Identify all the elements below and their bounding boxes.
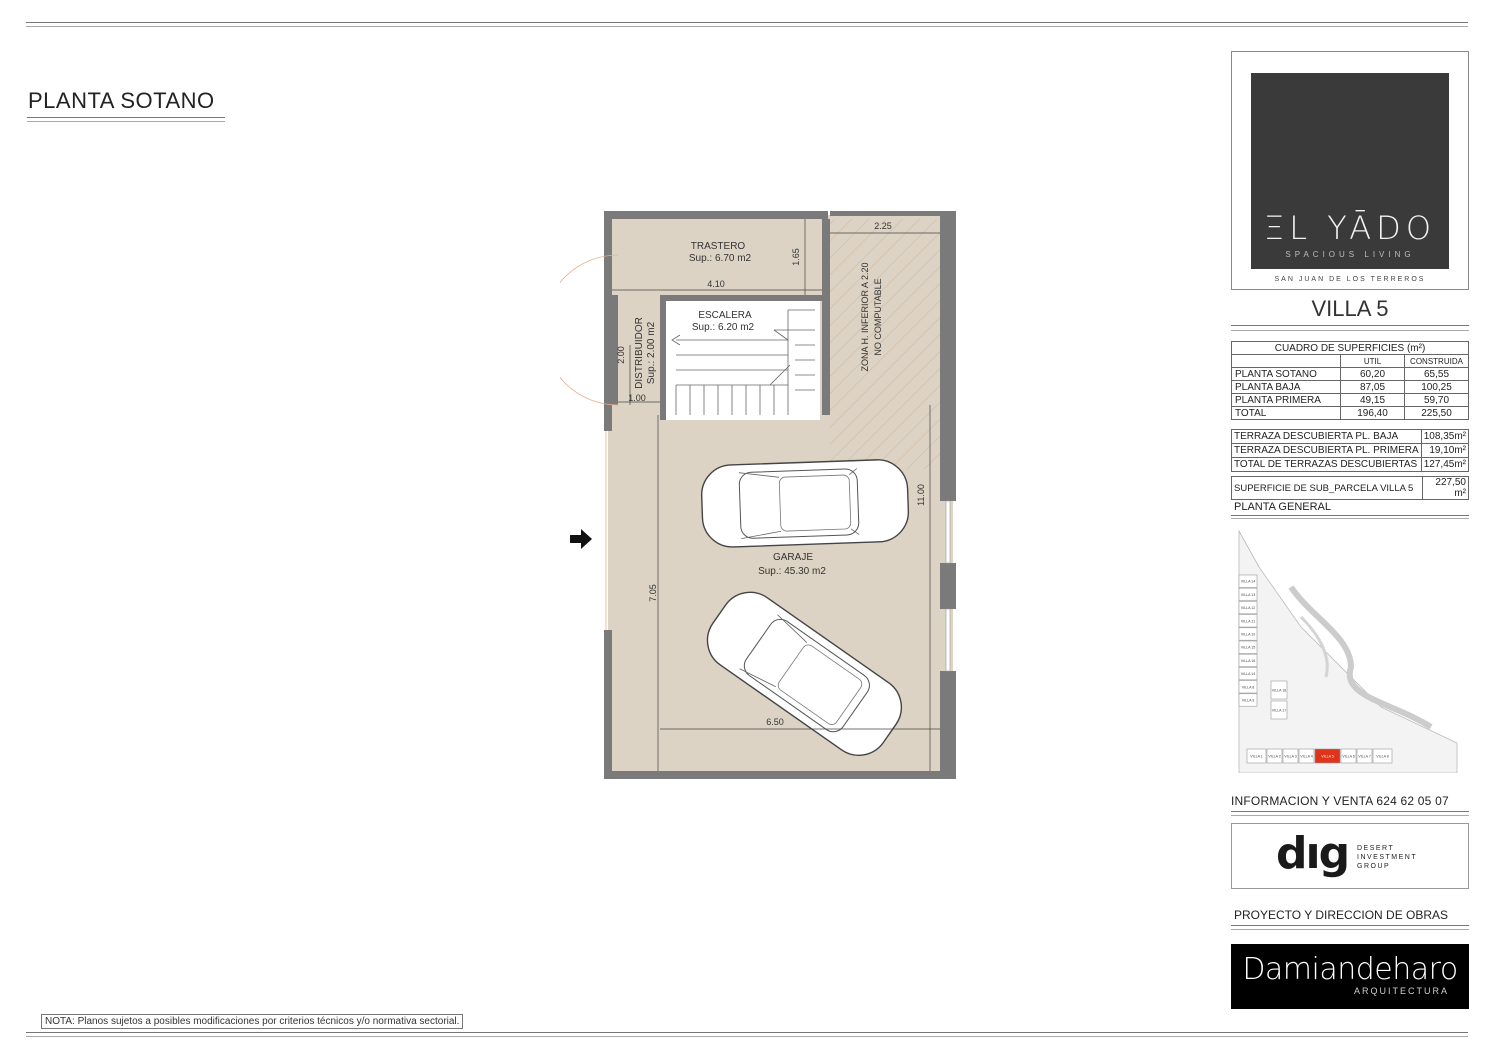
subparcela-table (1231, 476, 1469, 500)
surfaces-row-construida: 59,70 (1405, 394, 1469, 407)
brand-logo-box (1231, 51, 1469, 290)
table-row (1232, 444, 1469, 458)
terraces-table (1231, 429, 1469, 472)
subparcela-value: 227,50 m² (1423, 477, 1469, 500)
surfaces-caption: CUADRO DE SUPERFICIES (m²) (1232, 342, 1469, 355)
table-row (1232, 407, 1469, 420)
terrace-value: 19,10m² (1421, 444, 1468, 458)
site-map-villa-label: VILLA 9 (1241, 698, 1255, 703)
dim-2-00: 2.00 (616, 346, 626, 364)
sales-info-underline-inner (1231, 815, 1469, 816)
surfaces-row-construida: 100,25 (1405, 381, 1469, 394)
surfaces-row-util: 60,20 (1341, 368, 1405, 381)
surfaces-row-util: 87,05 (1341, 381, 1405, 394)
site-map-villa-label: VILLA 10 (1240, 632, 1256, 637)
surfaces-row-util: 49,15 (1341, 394, 1405, 407)
terrace-value: 127,45m² (1421, 458, 1468, 472)
surfaces-header-blank (1232, 355, 1341, 368)
title-underline (27, 117, 225, 118)
site-map-villa-label: VILLA 14 (1240, 579, 1256, 584)
site-map-villa-label: VILLA 5 (1321, 754, 1334, 759)
terrace-label: TERRAZA DESCUBIERTA PL. PRIMERA (1232, 444, 1422, 458)
site-map-villa-label: VILLA 11 (1240, 619, 1256, 624)
dim-7-05: 7.05 (648, 584, 658, 602)
surfaces-col-construida: CONSTRUIDA (1405, 355, 1469, 368)
room-garaje-area: Sup.: 45.30 m2 (758, 566, 826, 577)
site-map-villa-label: VILLA 6 (1342, 754, 1355, 759)
room-trastero-name: TRASTERO (690, 241, 746, 252)
brand-logo-panel (1251, 73, 1449, 269)
brand-location: SAN JUAN DE LOS TERREROS (1274, 276, 1426, 283)
surfaces-table (1231, 341, 1469, 420)
surfaces-row-label: PLANTA PRIMERA (1232, 394, 1341, 407)
table-row (1232, 477, 1469, 500)
zone-label-line1: ZONA H. INFERIOR A 2.20 (860, 262, 870, 372)
surfaces-row-construida: 65,55 (1405, 368, 1469, 381)
room-escalera-name: ESCALERA (698, 310, 752, 321)
table-row (1232, 458, 1469, 472)
room-trastero-area: Sup.: 6.70 m2 (688, 253, 752, 264)
bottom-border-line (26, 1032, 1468, 1033)
disclaimer-note: NOTA: Planos sujetos a posibles modificaciones por criterios técnicos y/o normativa sectorial. (41, 1014, 463, 1029)
site-map-villa-label: VILLA 12 (1240, 606, 1256, 611)
terrace-value: 108,35m² (1421, 430, 1468, 444)
dim-6-50: 6.50 (766, 717, 784, 727)
dim-1-65: 1.65 (791, 248, 801, 266)
site-map-villa-label: VILLA 8 (1241, 685, 1255, 690)
general-plan-underline-inner (1231, 518, 1469, 519)
sales-info-label: INFORMACION Y VENTA 624 62 05 07 (1231, 794, 1449, 808)
site-map-villa-label: VILLA 17 (1271, 708, 1287, 713)
site-map-villa-label: VILLA 15 (1240, 645, 1256, 650)
floor-plan (560, 205, 970, 785)
site-map-villa-label: VILLA 18 (1271, 688, 1287, 693)
project-direction-underline (1231, 925, 1469, 926)
project-direction-underline-inner (1231, 929, 1469, 930)
general-plan-label: PLANTA GENERAL (1234, 501, 1331, 513)
terrace-label: TOTAL DE TERRAZAS DESCUBIERTAS (1232, 458, 1422, 472)
villa-title: VILLA 5 (1311, 296, 1389, 321)
car-top (701, 459, 910, 548)
sales-info-underline (1231, 811, 1469, 812)
general-plan-underline (1231, 515, 1469, 516)
developer-logo-text: DESERT INVESTMENT GROUP (1357, 845, 1417, 870)
subparcela-label: SUPERFICIE DE SUB_PARCELA VILLA 5 (1232, 477, 1423, 500)
site-map-villa-label: VILLA 16 (1240, 658, 1256, 663)
site-map-villa-label: VILLA 13 (1240, 592, 1256, 597)
table-row (1232, 430, 1469, 444)
site-map (1231, 527, 1469, 773)
dim-1-00: 1.00 (628, 393, 646, 403)
zone-label-line2: NO COMPUTABLE (873, 278, 883, 356)
room-garaje-name: GARAJE (772, 552, 814, 563)
project-direction-label: PROYECTO Y DIRECCION DE OBRAS (1234, 908, 1449, 922)
bottom-border-line-inner (26, 1036, 1468, 1037)
dim-11-00: 11.00 (916, 484, 926, 506)
architect-subtitle: ARQUITECTURA (1353, 986, 1449, 996)
brand-tagline: SPACIOUS LIVING (1285, 250, 1415, 259)
site-map-villa-label: VILLA 2 (1268, 754, 1281, 759)
table-row (1232, 381, 1469, 394)
dim-4-10: 4.10 (707, 279, 725, 289)
room-distribuidor-area: Sup.: 2.00 m2 (646, 321, 657, 385)
surfaces-row-util: 196,40 (1341, 407, 1405, 420)
architect-name: Damiandeharo (1242, 952, 1458, 987)
dim-2-25: 2.25 (874, 221, 892, 231)
table-row (1232, 394, 1469, 407)
title-underline-inner (27, 121, 225, 122)
surfaces-row-label: TOTAL (1232, 407, 1341, 420)
terrace-label: TERRAZA DESCUBIERTA PL. BAJA (1232, 430, 1422, 444)
site-map-bottom-villas (1247, 749, 1392, 763)
room-escalera-area: Sup.: 6.20 m2 (691, 322, 755, 333)
table-row (1232, 368, 1469, 381)
surfaces-col-util: UTIL (1341, 355, 1405, 368)
top-border-line (26, 22, 1468, 23)
developer-logo-box (1231, 823, 1469, 889)
room-distribuidor-name: DISTRIBUIDOR (634, 317, 645, 389)
site-map-villa-label: VILLA 14 (1240, 672, 1256, 677)
site-map-villa-label: VILLA 3 (1284, 754, 1297, 759)
developer-logo-mark: dıg (1276, 828, 1349, 879)
surfaces-row-label: PLANTA BAJA (1232, 381, 1341, 394)
brand-name: ΞL YĀDO (1264, 209, 1436, 247)
top-border-line-inner (26, 26, 1468, 27)
site-map-villa-label: VILLA 8 (1376, 754, 1389, 759)
surfaces-row-construida: 225,50 (1405, 407, 1469, 420)
site-map-villa-label: VILLA 1 (1250, 754, 1263, 759)
low-height-zone (830, 219, 940, 469)
site-map-villa-label: VILLA 4 (1300, 754, 1313, 759)
page-title: PLANTA SOTANO (28, 88, 215, 113)
surfaces-row-label: PLANTA SOTANO (1232, 368, 1341, 381)
villa-title-underline-inner (1231, 330, 1469, 331)
villa-title-underline (1231, 325, 1469, 326)
architect-logo-box (1231, 944, 1469, 1009)
site-map-villa-label: VILLA 7 (1358, 754, 1371, 759)
